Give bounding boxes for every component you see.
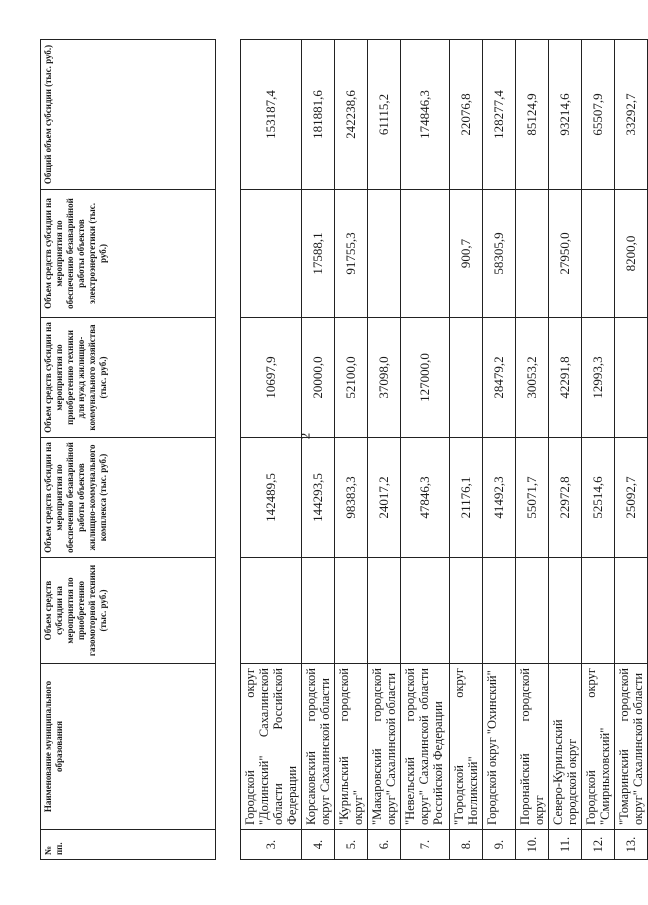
gas-equipment-value (335, 558, 368, 664)
header-number: № пп. (41, 830, 216, 860)
row-number: 5. (335, 830, 368, 860)
electric-safety-value (241, 190, 302, 318)
row-number: 7. (401, 830, 450, 860)
table-row (615, 40, 648, 860)
housing-equipment-value: 30053,2 (516, 318, 549, 438)
gas-equipment-value (450, 558, 483, 664)
municipality-name: "Макаровский городской округ" Сахалинской области (368, 664, 401, 830)
row-number: 8. (450, 830, 483, 860)
gas-equipment-value (582, 558, 615, 664)
table-row (368, 40, 401, 860)
row-number: 6. (368, 830, 401, 860)
electric-safety-value: 58305,9 (483, 190, 516, 318)
table-row (516, 40, 549, 860)
housing-equipment-value: 37098,0 (368, 318, 401, 438)
housing-equipment-value: 20000,0 (302, 318, 335, 438)
table-rotation-frame (40, 40, 645, 860)
electric-safety-value: 17588,1 (302, 190, 335, 318)
housing-safety-value: 52514,6 (582, 438, 615, 558)
gas-equipment-value (549, 558, 582, 664)
electric-safety-value (401, 190, 450, 318)
housing-safety-value: 21176,1 (450, 438, 483, 558)
row-number: 13. (615, 830, 648, 860)
table-row (483, 40, 516, 860)
municipality-name: Городской округ "Охинский" (483, 664, 516, 830)
housing-safety-value: 144293,5 (302, 438, 335, 558)
header-housing-safety: Объем средств субсидии на мероприятия по обеспечению безаварийной работы объектов жилищно-коммунального комплекса (тыс. руб.) (41, 438, 216, 558)
table-row (582, 40, 615, 860)
table-gap (216, 40, 241, 860)
municipality-name: Городской округ "Долинский" Сахалинской области Российской Федерации (241, 664, 302, 830)
housing-equipment-value: 52100,0 (335, 318, 368, 438)
housing-equipment-value (450, 318, 483, 438)
header-housing-equipment: Объем средств субсидии на мероприятия по приобретению техники для нужд жилищно-коммунального хозяйства (тыс. руб.) (41, 318, 216, 438)
header-municipality: Наименование муниципального образования (41, 664, 216, 830)
housing-safety-value: 41492,3 (483, 438, 516, 558)
total-value: 22076,8 (450, 40, 483, 190)
housing-safety-value: 47846,3 (401, 438, 450, 558)
gas-equipment-value (516, 558, 549, 664)
municipality-name: "Томаринский городской округ" Сахалинской области (615, 664, 648, 830)
municipality-name: Северо-Курильский городской округ (549, 664, 582, 830)
table-row (549, 40, 582, 860)
total-value: 33292,7 (615, 40, 648, 190)
gas-equipment-value (241, 558, 302, 664)
housing-safety-value: 98383,3 (335, 438, 368, 558)
municipality-name: "Невельский городской округ" Сахалинской области Российской Федерации (401, 664, 450, 830)
electric-safety-value (368, 190, 401, 318)
housing-safety-value: 24017,2 (368, 438, 401, 558)
housing-safety-value: 25092,7 (615, 438, 648, 558)
housing-safety-value: 55071,7 (516, 438, 549, 558)
municipality-name: "Городской округ Ногликский" (450, 664, 483, 830)
total-value: 85124,9 (516, 40, 549, 190)
row-number: 9. (483, 830, 516, 860)
header-gas-equipment: Объем средств субсидии на мероприятия по приобретению газомоторной техники (тыс. руб.) (41, 558, 216, 664)
housing-equipment-value: 12993,3 (582, 318, 615, 438)
electric-safety-value: 27950,0 (549, 190, 582, 318)
row-number: 10. (516, 830, 549, 860)
row-number: 3. (241, 830, 302, 860)
subsidy-table (40, 39, 648, 860)
total-value: 174846,3 (401, 40, 450, 190)
page-number: 2 (297, 432, 313, 440)
housing-equipment-value: 42291,8 (549, 318, 582, 438)
electric-safety-value: 8200,0 (615, 190, 648, 318)
rotated-table-area (40, 40, 645, 860)
total-value: 128277,4 (483, 40, 516, 190)
gas-equipment-value (368, 558, 401, 664)
municipality-name: "Курильский городской округ" (335, 664, 368, 830)
housing-equipment-value (615, 318, 648, 438)
housing-safety-value: 142489,5 (241, 438, 302, 558)
table-row (401, 40, 450, 860)
table-row (302, 40, 335, 860)
row-number: 4. (302, 830, 335, 860)
total-value: 65507,9 (582, 40, 615, 190)
gas-equipment-value (401, 558, 450, 664)
table-row (335, 40, 368, 860)
total-value: 181881,6 (302, 40, 335, 190)
row-number: 12. (582, 830, 615, 860)
housing-safety-value: 22972,8 (549, 438, 582, 558)
electric-safety-value (516, 190, 549, 318)
total-value: 61115,2 (368, 40, 401, 190)
row-number: 11. (549, 830, 582, 860)
housing-equipment-value: 127000,0 (401, 318, 450, 438)
table-row (241, 40, 302, 860)
header-total: Общий объем субсидии (тыс. руб.) (41, 40, 216, 190)
gas-equipment-value (302, 558, 335, 664)
total-value: 93214,6 (549, 40, 582, 190)
municipality-name: Корсаковский городской округ Сахалинской области (302, 664, 335, 830)
total-value: 153187,4 (241, 40, 302, 190)
municipality-name: Поронайский городской округ (516, 664, 549, 830)
total-value: 242238,6 (335, 40, 368, 190)
gas-equipment-value (483, 558, 516, 664)
gas-equipment-value (615, 558, 648, 664)
electric-safety-value (582, 190, 615, 318)
housing-equipment-value: 28479,2 (483, 318, 516, 438)
electric-safety-value: 900,7 (450, 190, 483, 318)
municipality-name: Городской округ "Смирныховский" (582, 664, 615, 830)
electric-safety-value: 91755,3 (335, 190, 368, 318)
housing-equipment-value: 10697,9 (241, 318, 302, 438)
table-header-row (41, 40, 216, 860)
header-electric-safety: Объем средств субсидии на мероприятия по обеспечению безаварийной работы объектов электроэнергетики (тыс. руб.) (41, 190, 216, 318)
table-row (450, 40, 483, 860)
